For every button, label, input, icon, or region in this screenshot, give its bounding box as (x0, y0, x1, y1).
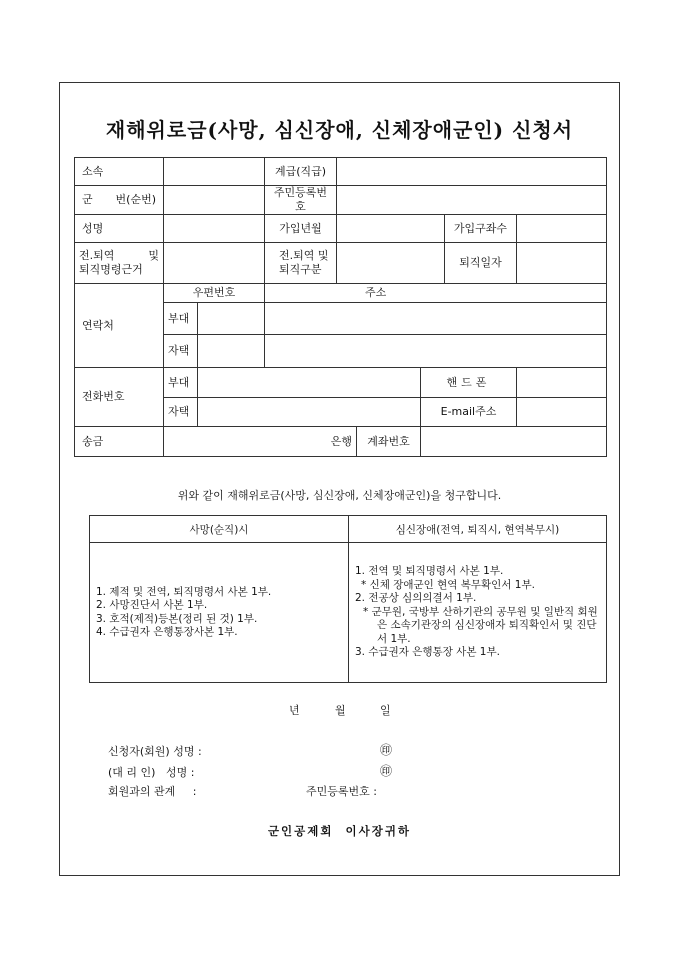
phone-label: 전화번호 (75, 368, 164, 427)
mobile-field[interactable] (517, 368, 607, 398)
death-doc-item: 2. 사망진단서 사본 1부. (96, 599, 208, 611)
mobile-label: 핸드폰 (421, 368, 517, 398)
relation-label: 회원과의 관계 : (108, 785, 197, 798)
join-units-label: 가입구좌수 (445, 215, 517, 243)
contact-unit-address-field[interactable] (265, 303, 607, 335)
name-field[interactable] (164, 215, 265, 243)
service-number-label: 군 번(순번) (75, 186, 164, 215)
applicant-seal: ㊞ (380, 743, 393, 757)
date-year-label: 년 (289, 704, 300, 717)
form-title: 재해위로금(사망, 심신장애, 신체장애군인) 신청서 (105, 118, 574, 142)
discharge-type-label (265, 243, 337, 284)
disability-doc-item: 2. 전공상 심의의결서 1부. (355, 592, 477, 605)
death-docs-list (90, 543, 349, 683)
service-number-field[interactable] (164, 186, 265, 215)
phone-home-field[interactable] (198, 398, 421, 427)
contact-home-postal-field[interactable] (198, 335, 265, 368)
disability-doc-item: 3. 수급권자 은행통장 사본 1부. (355, 646, 500, 659)
disability-doc-note: * 군무원, 국방부 산하기관의 공무원 및 일반직 회원은 소속기관장의 심신장애자 퇴직확인서 및 진단서 1부. (363, 605, 598, 645)
rank-field[interactable] (337, 158, 607, 186)
resident-number-field[interactable] (337, 186, 607, 215)
discharge-basis-line2: 퇴직명령근거 (79, 263, 143, 276)
email-label: E-mail주소 (421, 398, 517, 427)
join-date-label: 가입년월 (265, 215, 337, 243)
claim-statement: 위와 같이 재해위로금(사망, 심신장애, 신체장애군인)을 청구합니다. (177, 489, 502, 502)
address-label: 주소 (265, 284, 607, 303)
disability-doc-item: 1. 전역 및 퇴직명령서 사본 1부. (355, 565, 504, 578)
postal-code-label: 우편번호 (164, 284, 265, 303)
agent-seal: ㊞ (380, 764, 393, 778)
contact-home-address-field[interactable] (265, 335, 607, 368)
name-label: 성명 (75, 215, 164, 243)
bank-name-field[interactable] (164, 427, 357, 457)
phone-unit-label: 부대 (164, 368, 198, 398)
account-number-label: 계좌번호 (357, 427, 421, 457)
death-doc-item: 1. 제적 및 전역, 퇴직명령서 사본 1부. (96, 585, 272, 598)
disability-docs-header: 심신장애(전역, 퇴직시, 현역복무시) (349, 516, 607, 543)
bank-label: 은행 (330, 434, 352, 448)
required-documents-table (89, 515, 607, 683)
affiliation-label: 소속 (75, 158, 164, 186)
email-field[interactable] (517, 398, 607, 427)
contact-home-label: 자택 (164, 335, 198, 368)
account-number-field[interactable] (421, 427, 607, 457)
discharge-basis-label (75, 243, 164, 284)
applicant-info-table (74, 157, 607, 457)
recipient-footer: 군인공제회 이사장귀하 (267, 824, 412, 838)
discharge-type-line1: 전.퇴역 및 (279, 249, 329, 262)
affiliation-field[interactable] (164, 158, 265, 186)
relation-resident-number-label: 주민등록번호 : (306, 785, 377, 798)
discharge-basis-field[interactable] (164, 243, 265, 284)
death-doc-item: 3. 호적(제적)등본(정리 된 것) 1부. (96, 612, 258, 625)
death-doc-item: 4. 수급권자 은행통장사본 1부. (96, 626, 238, 638)
agent-name-label: (대 리 인) 성명 : (108, 766, 195, 779)
applicant-name-label: 신청자(회원) 성명 : (108, 745, 202, 758)
resident-number-label: 주민등록번호 (265, 186, 337, 215)
discharge-type-line2: 퇴직구분 (279, 263, 322, 276)
phone-unit-field[interactable] (198, 368, 421, 398)
join-units-field[interactable] (517, 215, 607, 243)
disability-doc-note: * 신체 장애군인 현역 복무확인서 1부. (361, 578, 535, 591)
retire-date-field[interactable] (517, 243, 607, 284)
death-docs-header: 사망(순직)시 (90, 516, 349, 543)
remit-label: 송금 (75, 427, 164, 457)
contact-unit-postal-field[interactable] (198, 303, 265, 335)
discharge-basis-line1: 전.퇴역 및 (79, 249, 159, 262)
rank-label: 계급(직급) (265, 158, 337, 186)
discharge-type-field[interactable] (337, 243, 445, 284)
date-month-label: 월 (335, 704, 346, 717)
date-day-label: 일 (380, 704, 391, 717)
join-date-field[interactable] (337, 215, 445, 243)
retire-date-label: 퇴직일자 (445, 243, 517, 284)
disability-docs-list (349, 543, 607, 683)
contact-unit-label: 부대 (164, 303, 198, 335)
phone-home-label: 자택 (164, 398, 198, 427)
contact-label: 연락처 (75, 284, 164, 368)
